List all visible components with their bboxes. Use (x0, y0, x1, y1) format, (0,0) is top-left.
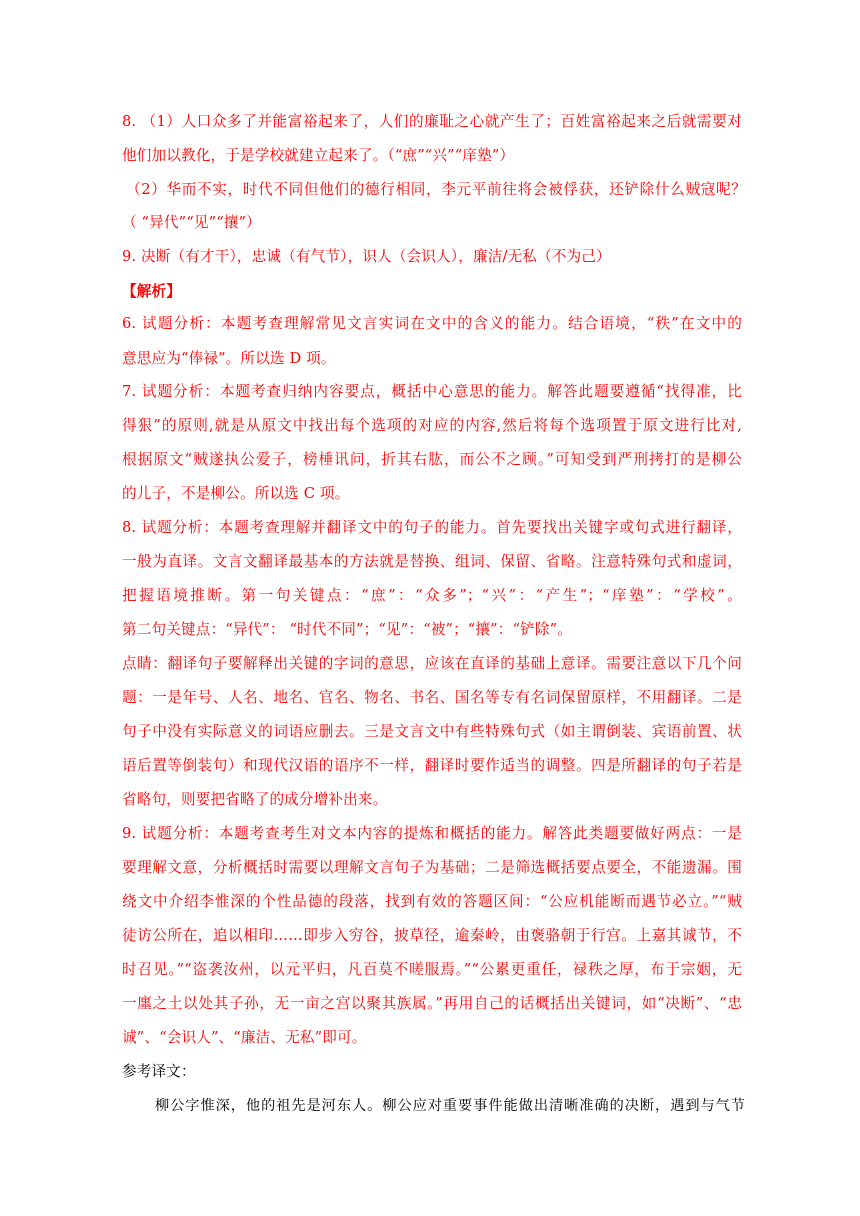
analysis-heading: 【解析】 (122, 283, 181, 300)
analysis-q8-line: 把握语境推断。第一句关键点：“庶”：“众多”；“兴”：“产生”；“庠塾”：“学校”。 (122, 587, 742, 604)
analysis-q8-line: 一般为直译。文言文翻译最基本的方法就是替换、组词、保留、省略。注意特殊句式和虚词， (122, 553, 742, 570)
analysis-q7-line: 的儿子，不是柳公。所以选 C 项。 (122, 485, 350, 502)
analysis-q9-line: 时召见。”“盗袭汝州，以元平归，凡百莫不嗟服焉。”“公累更重任，禄秩之厚，布于宗姻，无 (122, 961, 742, 978)
tips-line: 点睛：翻译句子要解释出关键的字词的意思，应该在直译的基础上意译。需要注意以下几个问 (122, 655, 742, 672)
tips-line: 句子中没有实际意义的词语应删去。三是文言文中有些特殊句式（如主谓倒装、宾语前置、状 (122, 723, 742, 740)
answer-q8-part2-line1: （2）华而不实，时代不同但他们的德行相同，李元平前往将会被俘获，还铲除什么贼寇呢？ (126, 181, 746, 198)
translation-line: 柳公字惟深，他的祖先是河东人。柳公应对重要事件能做出清晰准确的决断，遇到与气节 (155, 1098, 745, 1114)
analysis-q7-line: 根据原文“贼遂执公爱子，榜棰讯问，折其右肱，而公不之顾。”可知受到严刑拷打的是柳公 (122, 451, 742, 468)
tips-line: 题：一是年号、人名、地名、官名、物名、书名、国名等专有名词保留原样，不用翻译。二是 (122, 689, 742, 706)
analysis-q6-line: 意思应为“俸禄”。所以选 D 项。 (122, 350, 336, 367)
analysis-q7-line: 得狠”的原则,就是从原文中找出每个选项的对应的内容,然后将每个选项置于原文进行比对, (122, 417, 742, 434)
answer-q8-part1-line1: 8. （1）人口众多了并能富裕起来了，人们的廉耻之心就产生了；百姓富裕起来之后就需要对 (122, 113, 742, 130)
analysis-q7-line: 7. 试题分析：本题考查归纳内容要点，概括中心意思的能力。解答此题要遵循“找得准，比 (122, 383, 742, 400)
analysis-q6-line: 6. 试题分析：本题考查理解常见文言实词在文中的含义的能力。结合语境，“秩”在文中的 (122, 315, 742, 332)
answer-q8-part1-line2: 他们加以教化，于是学校就建立起来了。（“庶”“兴”“庠塾”） (122, 147, 515, 164)
analysis-q9-line: 绕文中介绍李惟深的个性品德的段落，找到有效的答题区间：“公应机能断而遇节必立。”“贼 (122, 893, 742, 910)
answer-q9: 9. 决断（有才干），忠诚（有气节），识人（会识人），廉洁/无私（不为己） (122, 248, 611, 265)
analysis-q9-line: 9. 试题分析：本题考查考生对文本内容的提炼和概括的能力。解答此类题要做好两点：一是 (122, 825, 742, 842)
analysis-q8-line: 8. 试题分析：本题考查理解并翻译文中的句子的能力。首先要找出关键字或句式进行翻译， (122, 519, 742, 536)
analysis-q9-line: 要理解文意，分析概括时需要以理解文言句子为基础；二是筛选概括要点要全，不能遗漏。围 (122, 859, 742, 876)
analysis-q9-line: 一廛之土以处其子孙，无一亩之宫以聚其族属。”再用自己的话概括出关键词，如“决断”、“忠 (122, 995, 742, 1012)
analysis-q9-line: 徒访公所在，追以相印……即步入穷谷，披草径，逾秦岭，由褒骆朝于行宫。上嘉其诚节，不 (122, 927, 742, 944)
reference-heading: 参考译文： (122, 1063, 196, 1080)
answer-q8-part2-line2: （ “异代”“见”“攘”） (122, 214, 261, 231)
analysis-q8-line: 第二句关键点：“异代”： “时代不同”；“见”：“被”；“攘”：“铲除”。 (122, 621, 572, 638)
tips-line: 语后置等倒装句）和现代汉语的语序不一样，翻译时要作适当的调整。四是所翻译的句子若是 (122, 757, 742, 774)
analysis-q9-line: 诚”、“会识人”、“廉洁、无私”即可。 (122, 1029, 367, 1046)
tips-line: 省略句，则要把省略了的成分增补出来。 (122, 791, 388, 808)
